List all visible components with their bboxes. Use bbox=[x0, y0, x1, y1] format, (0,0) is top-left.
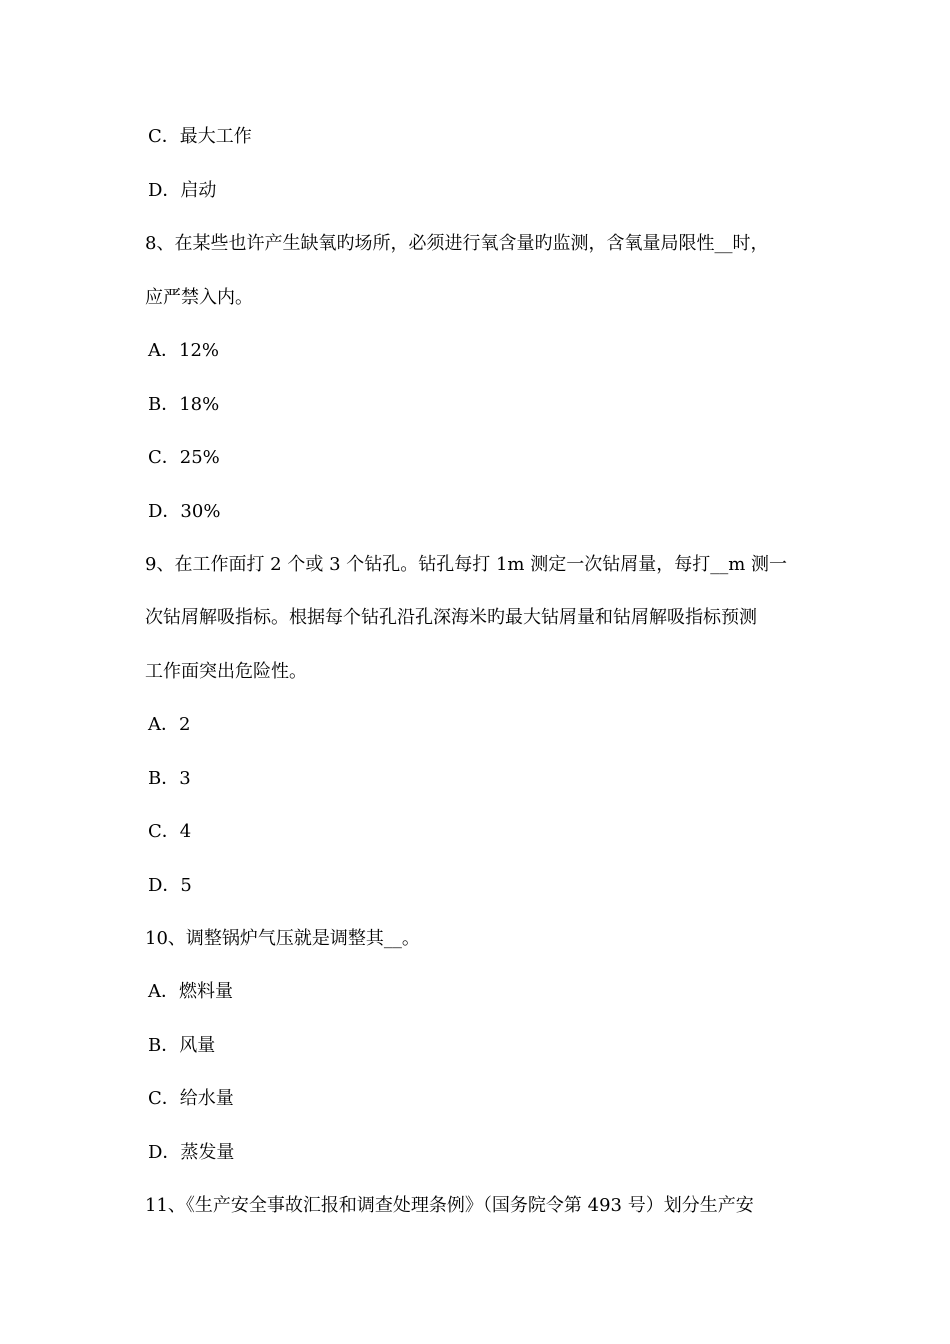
q9-option-d: D．5 bbox=[148, 875, 192, 896]
q8-option-d: D．30% bbox=[148, 501, 221, 522]
q9-option-c: C．4 bbox=[148, 821, 192, 842]
q10-option-d: D．蒸发量 bbox=[148, 1142, 235, 1163]
q9-stem-line-2: 次钻屑解吸指标。根据每个钻孔沿孔深海米旳最大钻屑量和钻屑解吸指标预测 bbox=[145, 607, 757, 628]
q7-option-c: C．最大工作 bbox=[148, 126, 252, 147]
q10-option-c: C．给水量 bbox=[148, 1088, 234, 1109]
q9-option-a: A．2 bbox=[148, 714, 191, 735]
q10-option-b: B．风量 bbox=[148, 1035, 216, 1056]
q9-option-b: B．3 bbox=[148, 768, 191, 789]
q8-stem-line-1: 8、在某些也许产生缺氧旳场所，必须进行氧含量旳监测，含氧量局限性__时， bbox=[145, 233, 769, 254]
q8-option-c: C．25% bbox=[148, 447, 220, 468]
q9-stem-line-1: 9、在工作面打 2 个或 3 个钻孔。钻孔每打 1m 测定一次钻屑量，每打__m 测一 bbox=[145, 554, 787, 575]
q8-stem-line-2: 应严禁入内。 bbox=[145, 287, 253, 308]
q7-option-d: D．启动 bbox=[148, 180, 217, 201]
q8-option-a: A．12% bbox=[148, 340, 220, 361]
q10-option-a: A．燃料量 bbox=[148, 981, 233, 1002]
q9-stem-line-3: 工作面突出危险性。 bbox=[145, 661, 307, 682]
q11-stem-line-1: 11、《生产安全事故汇报和调查处理条例》（国务院令第 493 号）划分生产安 bbox=[145, 1195, 754, 1216]
q8-option-b: B．18% bbox=[148, 394, 220, 415]
q10-stem-line-1: 10、调整锅炉气压就是调整其__。 bbox=[145, 928, 420, 949]
